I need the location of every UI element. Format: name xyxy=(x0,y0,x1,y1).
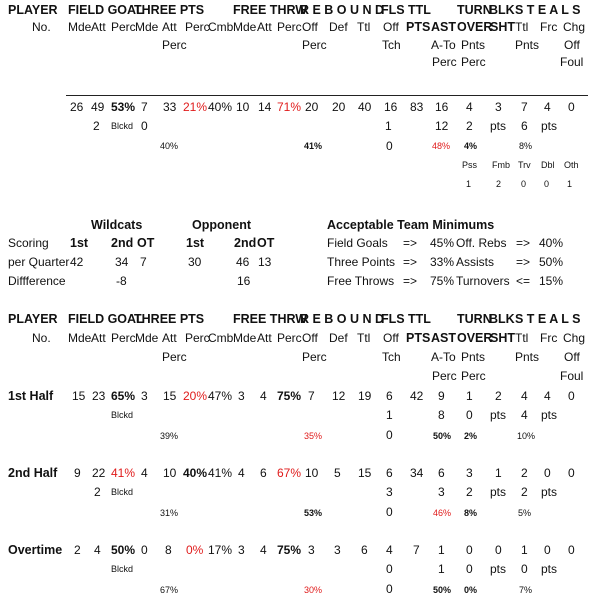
ast: 9 xyxy=(438,389,445,403)
ast-header: AST xyxy=(431,20,456,34)
ttl-pts: 7 xyxy=(413,543,420,557)
reb-def-header: Def xyxy=(329,20,348,34)
to-pnts: 0 xyxy=(466,408,473,422)
stl-pnts: 2 xyxy=(521,485,528,499)
stl-pnts-header: Pnts xyxy=(515,350,540,364)
ft-mde-header: Mde xyxy=(233,331,257,345)
free-throw-header: FREE THRW xyxy=(233,312,308,326)
totals-fg-mde: 26 xyxy=(70,100,84,114)
tp-att-perc: 31% xyxy=(160,508,179,518)
tp-perc: 40% xyxy=(183,466,208,480)
turn-header: TURN xyxy=(457,3,492,17)
to: 3 xyxy=(466,466,473,480)
fg-perc-header: Perc xyxy=(111,20,136,34)
a-to-perc-header: Perc xyxy=(432,369,457,383)
fls-tch: 3 xyxy=(386,485,393,499)
scoring-label: Scoring xyxy=(8,236,49,250)
totals-stl-perc: 8% xyxy=(519,141,533,151)
pnts-perc-header: Perc xyxy=(461,369,486,383)
min-value: 75% xyxy=(430,274,455,288)
min-op: => xyxy=(403,274,418,288)
fg-mde: 15 xyxy=(72,389,86,403)
o-2nd-diff: 16 xyxy=(237,274,251,288)
tch2: 0 xyxy=(386,582,393,596)
tp-att-header: Att xyxy=(162,20,177,34)
fmb-label: Fmb xyxy=(492,160,510,170)
min-label2: Assists xyxy=(456,255,495,269)
cmb: 47% xyxy=(208,389,233,403)
fls-off-header: Off xyxy=(383,20,399,34)
totals-ft-att: 14 xyxy=(258,100,272,114)
tp-att-header: Att xyxy=(162,331,177,345)
w-2nd-score: 34 xyxy=(115,255,129,269)
fg-att-header: Att xyxy=(91,331,106,345)
a-to: 8 xyxy=(438,408,445,422)
min-value2: 15% xyxy=(539,274,564,288)
blckd-label: Blckd xyxy=(111,564,134,574)
min-value2: 40% xyxy=(539,236,564,250)
ttl-header: TTL xyxy=(408,3,431,17)
ft-att: 4 xyxy=(260,389,267,403)
tp-perc-header: Perc xyxy=(185,20,210,34)
minimums-title: Acceptable Team Minimums xyxy=(327,218,495,232)
reb-def-header: Def xyxy=(329,331,348,345)
totals-fg-blkd: 2 xyxy=(93,119,100,133)
fg-perc: 41% xyxy=(111,466,136,480)
fg-perc: 65% xyxy=(111,389,136,403)
frc: 0 xyxy=(544,466,551,480)
o-1st-score: 30 xyxy=(188,255,202,269)
o-2nd-score: 46 xyxy=(236,255,250,269)
w-1st-score: 42 xyxy=(70,255,84,269)
fg-mde-header: Mde xyxy=(68,20,92,34)
chg: 0 xyxy=(568,389,575,403)
totals-tp-att: 33 xyxy=(163,100,177,114)
ttl-pts: 42 xyxy=(410,389,424,403)
opponent-label: Opponent xyxy=(192,218,252,232)
cmb-header: Cmb xyxy=(208,331,234,345)
min-label: Field Goals xyxy=(327,236,388,250)
fg-att: 23 xyxy=(92,389,106,403)
off-perc: 35% xyxy=(304,431,323,441)
fls-header: FLS xyxy=(381,3,405,17)
cmb: 17% xyxy=(208,543,233,557)
chg: 0 xyxy=(568,466,575,480)
player-header: PLAYER xyxy=(8,312,58,326)
chg-header: Chg xyxy=(563,331,586,345)
min-op: => xyxy=(403,255,418,269)
to-pnts-header: Pnts xyxy=(461,350,486,364)
totals-cmb: 40% xyxy=(208,100,233,114)
reb-off-header: Off xyxy=(302,331,318,345)
off-perc: 53% xyxy=(304,508,323,518)
stl-pts-label: pts xyxy=(541,408,558,422)
tp-perc: 0% xyxy=(186,543,204,557)
w-2nd-header: 2nd xyxy=(111,236,134,250)
oth-label: Oth xyxy=(564,160,579,170)
dbl-label: Dbl xyxy=(541,160,555,170)
frc-header: Frc xyxy=(540,20,558,34)
tp-mde-header: Mde xyxy=(135,331,159,345)
tch-header: Tch xyxy=(382,38,401,52)
off-perc: 30% xyxy=(304,585,323,595)
a-to-perc: 50% xyxy=(433,431,452,441)
stl-perc: 5% xyxy=(518,508,532,518)
free-throw-header: FREE THRW xyxy=(233,3,308,17)
a-to-perc: 50% xyxy=(433,585,452,595)
reb-off-header: Off xyxy=(302,20,318,34)
min-value: 45% xyxy=(430,236,455,250)
stl-pnts: 4 xyxy=(521,408,528,422)
turn-header: TURN xyxy=(457,312,492,326)
chg-off-header: Off xyxy=(564,350,580,364)
totals-a-to-perc: 48% xyxy=(432,141,451,151)
ft-mde: 3 xyxy=(238,543,245,557)
off-perc-header: Perc xyxy=(302,38,327,52)
reb-ttl: 15 xyxy=(358,466,372,480)
to-perc: 2% xyxy=(464,431,478,441)
min-op: => xyxy=(403,236,418,250)
ast: 6 xyxy=(438,466,445,480)
sht-header: SHT xyxy=(490,20,515,34)
pss-value: 1 xyxy=(466,179,472,189)
o-ot-score: 13 xyxy=(258,255,272,269)
min-op2: => xyxy=(516,255,531,269)
trv-label: Trv xyxy=(518,160,531,170)
stl-pts-label: pts xyxy=(541,562,558,576)
over-header: OVER xyxy=(457,20,493,34)
totals-tch2: 0 xyxy=(386,139,393,153)
chg-header: Chg xyxy=(563,20,586,34)
o-ot-header: OT xyxy=(257,236,275,250)
totals-stl-ttl: 7 xyxy=(521,100,528,114)
trv-value: 0 xyxy=(521,179,527,189)
no-header: No. xyxy=(32,20,51,34)
ft-perc-header: Perc xyxy=(277,331,302,345)
totals-tp-perc: 21% xyxy=(183,100,208,114)
sht-header: SHT xyxy=(490,331,515,345)
totals-ttl-pts: 83 xyxy=(410,100,424,114)
w-2nd-diff: -8 xyxy=(116,274,127,288)
reb-ttl: 6 xyxy=(361,543,368,557)
totals-stl-pts-label: pts xyxy=(541,119,558,133)
tch2: 0 xyxy=(386,505,393,519)
w-ot-header: OT xyxy=(137,236,155,250)
ttl-header: TTL xyxy=(408,312,431,326)
reb-def: 3 xyxy=(334,543,341,557)
totals-tp-mde: 7 xyxy=(141,100,148,114)
min-value: 33% xyxy=(430,255,455,269)
totals-fls: 16 xyxy=(384,100,398,114)
tch-header: Tch xyxy=(382,350,401,364)
min-op2: <= xyxy=(516,274,531,288)
tp-mde: 0 xyxy=(141,543,148,557)
totals-reb-def: 20 xyxy=(332,100,346,114)
min-label: Free Throws xyxy=(327,274,395,288)
stl-ttl: 4 xyxy=(521,389,528,403)
totals-tp-att-perc: 40% xyxy=(160,141,179,151)
fg-perc-header: Perc xyxy=(111,331,136,345)
totals-fls-tch: 1 xyxy=(385,119,392,133)
tp-perc: 20% xyxy=(183,389,208,403)
foul-header: Foul xyxy=(560,369,584,383)
fls: 6 xyxy=(386,466,393,480)
fg-att: 4 xyxy=(94,543,101,557)
tp-mde: 4 xyxy=(141,466,148,480)
fg-mde-header: Mde xyxy=(68,331,92,345)
pnts-perc-header: Perc xyxy=(461,55,486,69)
tp-att: 10 xyxy=(163,466,177,480)
per-quarter-label: per Quarter xyxy=(8,255,70,269)
fls: 4 xyxy=(386,543,393,557)
blk: 2 xyxy=(495,389,502,403)
cmb-header: Cmb xyxy=(208,20,234,34)
a-to-perc: 46% xyxy=(433,508,452,518)
totals-chg: 0 xyxy=(568,100,575,114)
fg-att: 22 xyxy=(92,466,106,480)
three-pts-header: THREE PTS xyxy=(134,3,205,17)
blckd-label: Blckd xyxy=(111,410,134,420)
pts-header: PTS xyxy=(406,20,431,34)
stl-perc: 7% xyxy=(519,585,533,595)
blk-header: BLK xyxy=(489,312,515,326)
w-1st-header: 1st xyxy=(70,236,89,250)
reb-ttl-header: Ttl xyxy=(357,20,371,34)
fg-blkd: 2 xyxy=(94,485,101,499)
min-op2: => xyxy=(516,236,531,250)
cmb: 41% xyxy=(208,466,233,480)
period-name: Overtime xyxy=(8,543,63,557)
three-pts-header: THREE PTS xyxy=(134,312,205,326)
totals-ft-mde: 10 xyxy=(236,100,250,114)
ttl-pts: 34 xyxy=(410,466,424,480)
to: 0 xyxy=(466,543,473,557)
tp-mde: 3 xyxy=(141,389,148,403)
to-perc: 8% xyxy=(464,508,478,518)
totals-blk: 3 xyxy=(495,100,502,114)
blk: 1 xyxy=(495,466,502,480)
stl-pnts-header: Pnts xyxy=(515,38,540,52)
tch2: 0 xyxy=(386,428,393,442)
steals-header: S T E A L S xyxy=(515,312,581,326)
pts-header: PTS xyxy=(406,331,431,345)
min-label: Three Points xyxy=(327,255,396,269)
ft-perc: 75% xyxy=(277,389,302,403)
stl-ttl: 2 xyxy=(521,466,528,480)
reb-off: 10 xyxy=(305,466,319,480)
totals-frc: 4 xyxy=(544,100,551,114)
a-to-header: A-To xyxy=(431,350,456,364)
blk-pts-label: pts xyxy=(490,408,507,422)
frc: 0 xyxy=(544,543,551,557)
reb-ttl-header: Ttl xyxy=(357,331,371,345)
blk-header: BLK xyxy=(489,3,515,17)
totals-blckd-label: Blckd xyxy=(111,121,134,131)
field-goal-header: FIELD GOAL xyxy=(68,3,144,17)
off-perc-header: Perc xyxy=(302,350,327,364)
tp-mde-header: Mde xyxy=(135,20,159,34)
chg-off-header: Off xyxy=(564,38,580,52)
fls-tch: 1 xyxy=(386,408,393,422)
min-value2: 50% xyxy=(539,255,564,269)
fls: 6 xyxy=(386,389,393,403)
a-to-header: A-To xyxy=(431,38,456,52)
oth-value: 1 xyxy=(567,179,573,189)
over-header: OVER xyxy=(457,331,493,345)
stl-ttl-header: Ttl xyxy=(515,20,529,34)
a-to: 1 xyxy=(438,562,445,576)
ft-mde-header: Mde xyxy=(233,20,257,34)
reb-def: 5 xyxy=(334,466,341,480)
totals-to: 4 xyxy=(466,100,473,114)
totals-ast: 16 xyxy=(435,100,449,114)
totals-a-to: 12 xyxy=(435,119,449,133)
pss-label: Pss xyxy=(462,160,478,170)
totals-fg-att: 49 xyxy=(91,100,105,114)
fmb-value: 2 xyxy=(496,179,502,189)
fg-att-header: Att xyxy=(91,20,106,34)
a-to: 3 xyxy=(438,485,445,499)
divider-top xyxy=(66,95,588,96)
rebound-header: R E B O U N D xyxy=(300,3,385,17)
att-perc-header: Perc xyxy=(162,350,187,364)
tp-perc-header: Perc xyxy=(185,331,210,345)
reb-ttl: 19 xyxy=(358,389,372,403)
ast-header: AST xyxy=(431,331,456,345)
to-perc: 0% xyxy=(464,585,478,595)
fg-mde: 2 xyxy=(74,543,81,557)
reb-def: 12 xyxy=(332,389,346,403)
to: 1 xyxy=(466,389,473,403)
reb-off: 3 xyxy=(308,543,315,557)
fg-mde: 9 xyxy=(74,466,81,480)
ft-att: 4 xyxy=(260,543,267,557)
stl-pnts: 0 xyxy=(521,562,528,576)
o-2nd-header: 2nd xyxy=(234,236,257,250)
player-header: PLAYER xyxy=(8,3,58,17)
blk-pts-label: pts xyxy=(490,485,507,499)
wildcats-label: Wildcats xyxy=(91,218,143,232)
att-perc-header: Perc xyxy=(162,38,187,52)
fls-header: FLS xyxy=(381,312,405,326)
ft-mde: 3 xyxy=(238,389,245,403)
frc: 4 xyxy=(544,389,551,403)
period-name: 2nd Half xyxy=(8,466,58,480)
ast: 1 xyxy=(438,543,445,557)
tp-att: 15 xyxy=(163,389,177,403)
totals-reb-off: 20 xyxy=(305,100,319,114)
fls-tch: 0 xyxy=(386,562,393,576)
tp-att-perc: 67% xyxy=(160,585,179,595)
min-label2: Turnovers xyxy=(456,274,510,288)
blk: 0 xyxy=(495,543,502,557)
to-pnts: 0 xyxy=(466,562,473,576)
totals-stl-pnts: 6 xyxy=(521,119,528,133)
a-to-perc-header: Perc xyxy=(432,55,457,69)
totals-off-perc: 41% xyxy=(304,141,323,151)
ft-perc-header: Perc xyxy=(277,20,302,34)
stl-ttl: 1 xyxy=(521,543,528,557)
totals-to-perc: 4% xyxy=(464,141,478,151)
to-pnts: 2 xyxy=(466,485,473,499)
fg-perc: 50% xyxy=(111,543,136,557)
ft-att: 6 xyxy=(260,466,267,480)
fls-off-header: Off xyxy=(383,331,399,345)
no-header: No. xyxy=(32,331,51,345)
ft-att-header: Att xyxy=(257,20,272,34)
foul-header: Foul xyxy=(560,55,584,69)
ft-perc: 67% xyxy=(277,466,302,480)
ft-att-header: Att xyxy=(257,331,272,345)
steals-header: S T E A L S xyxy=(515,3,581,17)
tp-att: 8 xyxy=(165,543,172,557)
ft-perc: 75% xyxy=(277,543,302,557)
rebound-header: R E B O U N D xyxy=(300,312,385,326)
tp-att-perc: 39% xyxy=(160,431,179,441)
totals-fg-perc: 53% xyxy=(111,100,136,114)
stl-pts-label: pts xyxy=(541,485,558,499)
stl-ttl-header: Ttl xyxy=(515,331,529,345)
reb-off: 7 xyxy=(308,389,315,403)
blckd-label: Blckd xyxy=(111,487,134,497)
chg: 0 xyxy=(568,543,575,557)
period-name: 1st Half xyxy=(8,389,54,403)
totals-tp-blkd: 0 xyxy=(141,119,148,133)
to-pnts-header: Pnts xyxy=(461,38,486,52)
stl-perc: 10% xyxy=(517,431,536,441)
totals-to-pnts: 2 xyxy=(466,119,473,133)
dbl-value: 0 xyxy=(544,179,550,189)
min-label2: Off. Rebs xyxy=(456,236,507,250)
totals-ft-perc: 71% xyxy=(277,100,302,114)
field-goal-header: FIELD GOAL xyxy=(68,312,144,326)
totals-reb-ttl: 40 xyxy=(358,100,372,114)
blk-pts-label: pts xyxy=(490,562,507,576)
o-1st-header: 1st xyxy=(186,236,205,250)
ft-mde: 4 xyxy=(238,466,245,480)
w-ot-score: 7 xyxy=(140,255,147,269)
totals-pts-label: pts xyxy=(490,119,507,133)
difference-label: Diffference xyxy=(8,274,66,288)
frc-header: Frc xyxy=(540,331,558,345)
